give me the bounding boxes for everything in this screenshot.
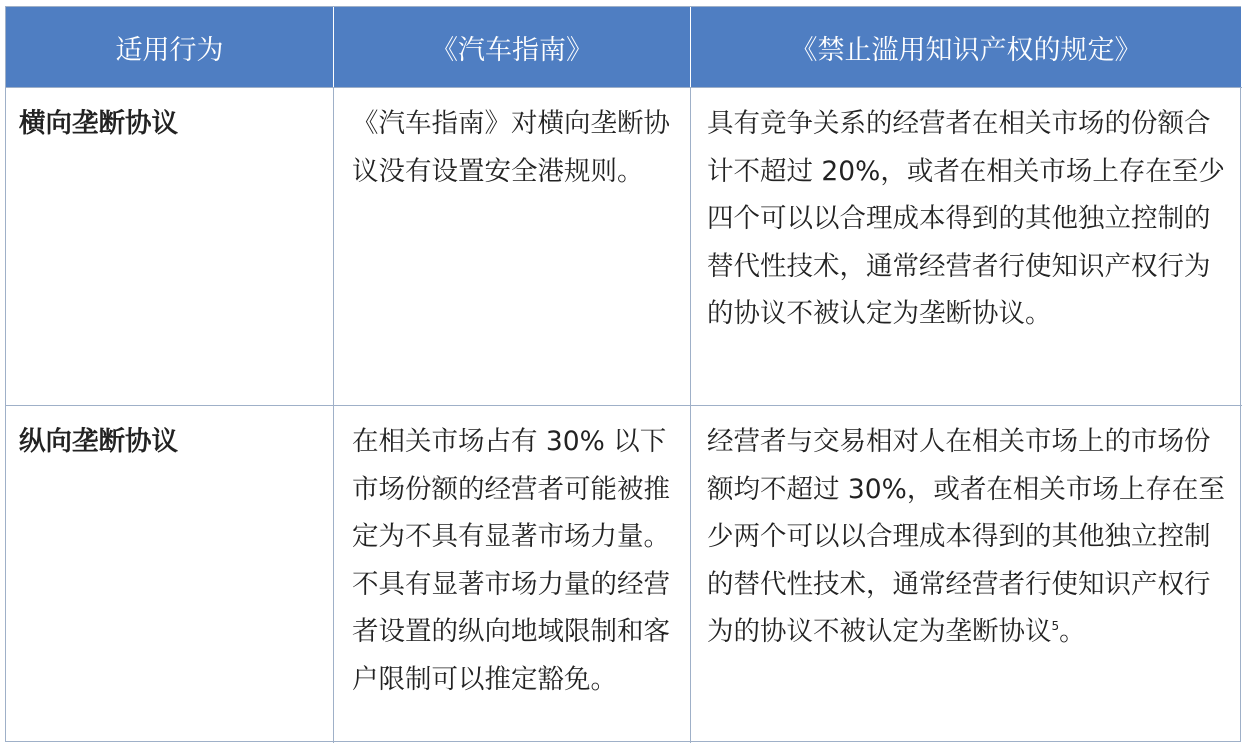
row-horizontal-ip-rules: 具有竞争关系的经营者在相关市场的份额合计不超过 20%，或者在相关市场上存在至少四个可以以合理成本得到的其他独立控制的替代性技术，通常经营者行使知识产权行为的协议不被认定为垄断协议。 xyxy=(691,87,1242,405)
header-applicable-behavior: 适用行为 xyxy=(6,7,334,87)
row-vertical-auto-guide: 在相关市场占有 30% 以下市场份额的经营者可能被推定为不具有显著市场力量。不具有显著市场力量的经营者设置的纵向地域限制和客户限制可以推定豁免。 xyxy=(334,405,691,743)
row-vertical-ip-rules-text: 经营者与交易相对人在相关市场上的市场份额均不超过 30%，或者在相关市场上存在至少两个可以以合理成本得到的其他独立控制的替代性技术，通常经营者行使知识产权行为的协议不被认定为垄断协议 xyxy=(707,426,1225,647)
footnote-marker: 5 xyxy=(1051,619,1060,634)
row-vertical-ip-rules xyxy=(691,405,1242,743)
row-vertical-ip-rules-end: 。 xyxy=(1059,616,1086,647)
row-horizontal-auto-guide: 《汽车指南》对横向垄断协议没有设置安全港规则。 xyxy=(334,87,691,405)
row-vertical-behavior: 纵向垄断协议 xyxy=(6,405,334,743)
row-horizontal-behavior: 横向垄断协议 xyxy=(6,87,334,405)
comparison-table xyxy=(5,6,1241,742)
header-auto-guide: 《汽车指南》 xyxy=(334,7,691,87)
header-ip-rules: 《禁止滥用知识产权的规定》 xyxy=(691,7,1242,87)
